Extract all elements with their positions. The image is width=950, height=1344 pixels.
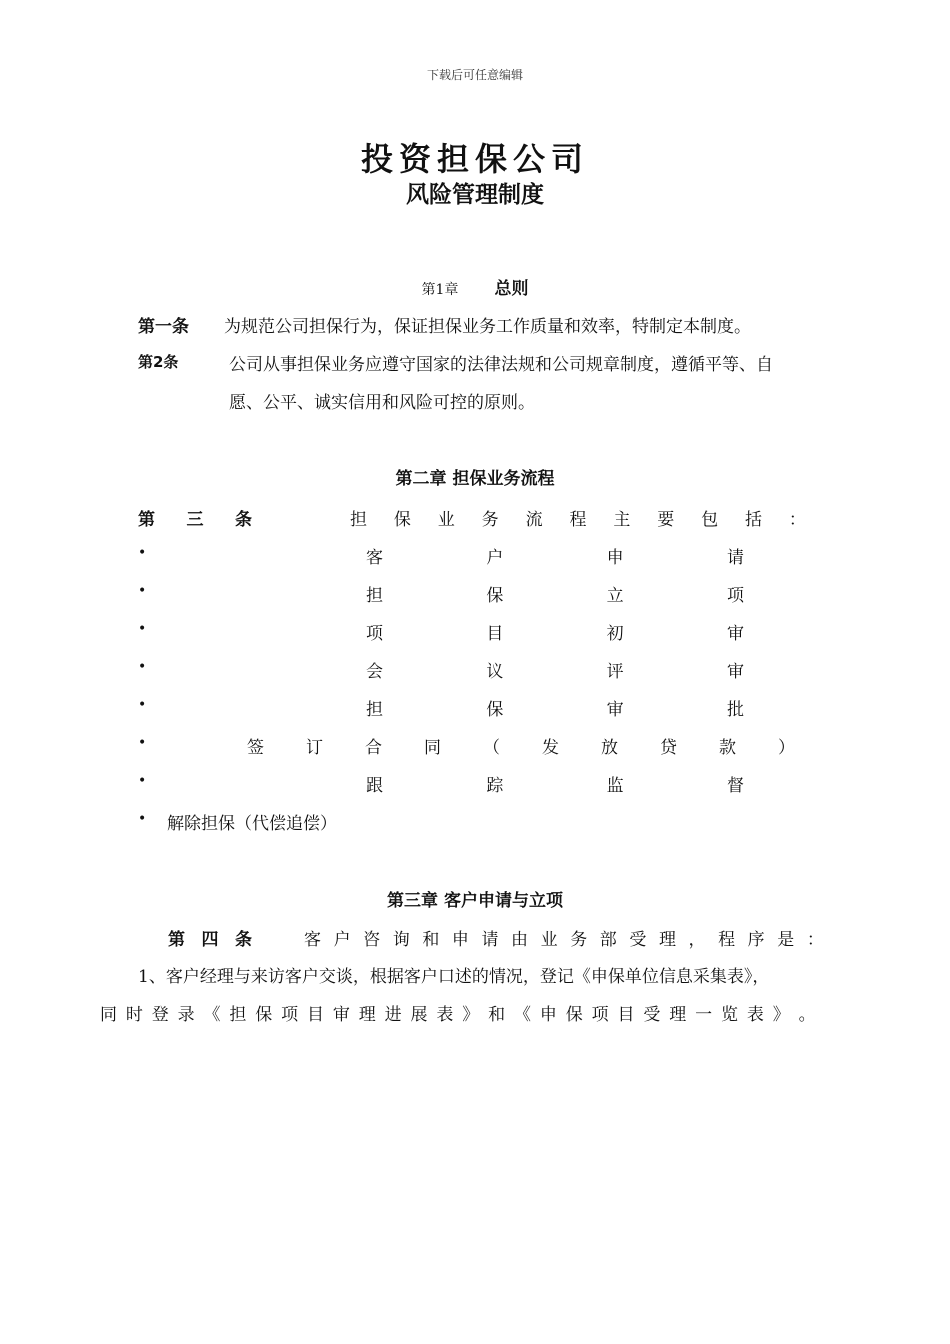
article-4-label-char: 四	[201, 930, 219, 950]
list-bullet: •	[138, 773, 147, 789]
list-item-char: 担	[366, 700, 383, 720]
paragraph-1-char: 保	[565, 1005, 583, 1025]
paragraph-1-char: 录	[177, 1005, 195, 1025]
article-4-char: ：	[806, 930, 824, 950]
article-4-label-char: 第	[168, 930, 185, 950]
list-item	[366, 619, 744, 644]
list-item-char: 立	[606, 586, 624, 606]
article-1	[138, 312, 189, 337]
article-1-label: 第一条	[138, 317, 189, 337]
list-bullet: •	[138, 811, 147, 827]
article-2	[138, 351, 178, 372]
article-3-char: 包	[701, 510, 719, 530]
list-item	[366, 771, 744, 796]
article-4-char: 部	[599, 930, 617, 950]
article-4-char: 程	[718, 930, 736, 950]
article-4-char: 申	[451, 930, 469, 950]
article-4-label	[168, 925, 252, 950]
article-4-char: 务	[570, 930, 588, 950]
page-header-note: 下载后可任意编辑	[426, 68, 523, 82]
article-3-char: 务	[481, 510, 499, 530]
list-item-last: 解除担保（代偿追偿）	[167, 814, 337, 834]
list-bullet: •	[138, 697, 147, 713]
paragraph-1-line-1: 1、客户经理与来访客户交谈，根据客户口述的情况，登记《申保单位信息采集表》，	[138, 967, 770, 987]
article-3-char: 业	[437, 510, 455, 530]
article-3-label-char: 条	[235, 510, 252, 530]
paragraph-1-char: 保	[255, 1005, 273, 1025]
article-4-char: 客	[304, 930, 321, 950]
article-3-char: 要	[657, 510, 675, 530]
chapter-3-heading: 第三章 客户申请与立项	[387, 891, 563, 911]
list-item	[366, 695, 744, 720]
list-item-char: 款	[719, 738, 736, 758]
list-item-char: 评	[606, 662, 624, 682]
list-bullet: •	[138, 583, 147, 599]
document-title: 投资担保公司	[360, 140, 589, 178]
list-bullet: •	[138, 621, 147, 637]
article-4-char: ，	[688, 930, 706, 950]
chapter-2-heading: 第二章 担保业务流程	[395, 469, 555, 489]
paragraph-1-char: 。	[798, 1005, 816, 1025]
article-1-text: 为规范公司担保行为，保证担保业务工作质量和效率，特制定本制度。	[224, 317, 751, 337]
list-item-char: 申	[606, 548, 624, 568]
article-4-char: 和	[422, 930, 440, 950]
list-item	[366, 657, 744, 682]
paragraph-1-char: 》	[462, 1005, 480, 1025]
list-item-char: 踪	[486, 776, 504, 796]
paragraph-1-char: 时	[125, 1005, 143, 1025]
list-item-char: 初	[606, 624, 624, 644]
paragraph-1-char: 》	[772, 1005, 790, 1025]
chapter-1-heading	[0, 274, 950, 299]
article-2-line-1: 公司从事担保业务应遵守国家的法律法规和公司规章制度，遵循平等、自	[229, 355, 773, 375]
paragraph-1-char: 项	[281, 1005, 299, 1025]
article-3-char: ：	[788, 510, 806, 530]
paragraph-1-char: 审	[332, 1005, 350, 1025]
article-3-char: 流	[525, 510, 543, 530]
article-3-label	[138, 505, 252, 530]
paragraph-1-char: 一	[695, 1005, 713, 1025]
list-item-char: 放	[601, 738, 618, 758]
article-3-label-char: 第	[138, 510, 155, 530]
paragraph-1-char: 进	[384, 1005, 402, 1025]
paragraph-1-char: 表	[746, 1005, 764, 1025]
paragraph-1-char: 展	[410, 1005, 428, 1025]
list-item-char: 保	[486, 700, 504, 720]
article-4-char: 咨	[363, 930, 381, 950]
list-item-char: 担	[366, 586, 383, 606]
article-3-char: 括	[745, 510, 763, 530]
list-item-char: 项	[366, 624, 383, 644]
article-4-char: 受	[629, 930, 647, 950]
paragraph-1-char: 同	[100, 1005, 117, 1025]
list-bullet: •	[138, 545, 147, 561]
article-4-char: 理	[658, 930, 676, 950]
paragraph-1-char: 和	[488, 1005, 506, 1025]
list-item	[366, 543, 744, 568]
paragraph-1-char: 目	[617, 1005, 635, 1025]
article-4-char: 户	[333, 930, 351, 950]
paragraph-1-char: 申	[539, 1005, 557, 1025]
article-4-text	[304, 925, 824, 950]
paragraph-1-line-2	[100, 1000, 816, 1025]
list-item-char: 目	[486, 624, 504, 644]
list-item-char: 跟	[366, 776, 383, 796]
chapter-1-number: 第1章	[421, 282, 459, 298]
list-item-char: 督	[726, 776, 744, 796]
paragraph-1-char: 表	[436, 1005, 454, 1025]
article-3-label-char: 三	[186, 510, 204, 530]
list-item-char: 户	[486, 548, 504, 568]
list-item	[247, 733, 795, 758]
list-item-char: 会	[366, 662, 383, 682]
list-item-char: 贷	[660, 738, 677, 758]
paragraph-1-char: 项	[591, 1005, 609, 1025]
list-item-char: 批	[726, 700, 744, 720]
list-item-char: 审	[726, 662, 744, 682]
list-item-char: ）	[778, 738, 795, 758]
article-4-char: 序	[747, 930, 765, 950]
article-3-char: 保	[393, 510, 411, 530]
article-3-char: 担	[350, 510, 367, 530]
paragraph-1-char: 理	[669, 1005, 687, 1025]
chapter-1-title: 总则	[494, 279, 529, 299]
list-item-char: 保	[486, 586, 504, 606]
list-item-char: （	[483, 738, 500, 758]
list-item	[366, 581, 744, 606]
list-item-char: 监	[606, 776, 624, 796]
list-item-char: 审	[726, 624, 744, 644]
list-item-char: 签	[247, 738, 264, 758]
article-4-label-char: 条	[235, 930, 252, 950]
article-4-char: 是	[777, 930, 795, 950]
paragraph-1-char: 理	[358, 1005, 376, 1025]
article-4-char: 业	[540, 930, 558, 950]
list-item-char: 发	[542, 738, 559, 758]
list-item-char: 订	[306, 738, 323, 758]
list-item-char: 审	[606, 700, 624, 720]
paragraph-1-char: 《	[203, 1005, 221, 1025]
paragraph-1-char: 登	[151, 1005, 169, 1025]
article-2-line-2: 愿、公平、诚实信用和风险可控的原则。	[229, 393, 535, 413]
list-item-char: 同	[424, 738, 441, 758]
list-item-char: 项	[726, 586, 744, 606]
article-3-char: 程	[569, 510, 587, 530]
paragraph-1-char: 担	[229, 1005, 247, 1025]
article-4-char: 由	[511, 930, 529, 950]
article-4-char: 询	[392, 930, 410, 950]
list-item-char: 合	[365, 738, 382, 758]
list-item-char: 客	[366, 548, 383, 568]
paragraph-1-char: 览	[721, 1005, 738, 1025]
article-2-label: 第2条	[138, 353, 179, 371]
article-3-text	[350, 505, 806, 530]
paragraph-1-char: 目	[307, 1005, 324, 1025]
list-bullet: •	[138, 659, 147, 675]
paragraph-1-char: 受	[643, 1005, 661, 1025]
list-bullet: •	[138, 735, 147, 751]
document-subtitle: 风险管理制度	[406, 182, 544, 208]
paragraph-1-char: 《	[514, 1005, 531, 1025]
article-3-char: 主	[613, 510, 631, 530]
list-item-char: 请	[726, 548, 744, 568]
list-item-char: 议	[486, 662, 504, 682]
article-4-char: 请	[481, 930, 499, 950]
